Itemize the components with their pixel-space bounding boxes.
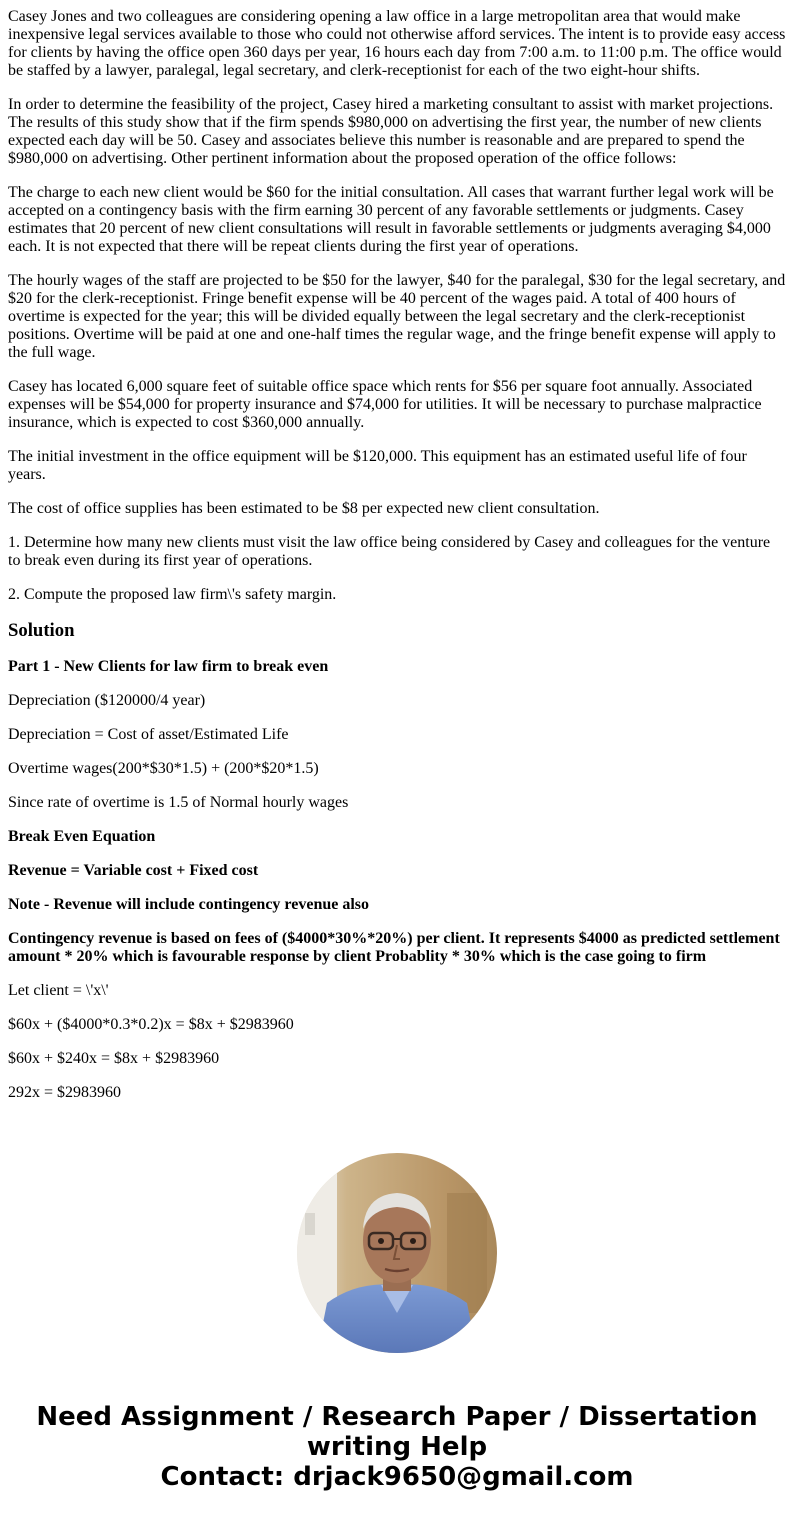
depreciation-formula: Depreciation = Cost of asset/Estimated Life: [8, 726, 289, 743]
contingency-explanation: Contingency revenue is based on fees of ($4000*30%*20%) per client. It represents $4000 as predicted settlement amount * 20% which is favourable response by client Probablity * 30% which is the case going to firm: [8, 930, 780, 965]
problem-paragraph-5: Casey has located 6,000 square feet of suitable office space which rents for $56 per square foot annually. Associated expenses will be $54,000 for property insurance and $74,000 for utilities. It will be necessary to purchase malpractice insurance, which is expected to cost $360,000 annually.: [8, 378, 762, 431]
problem-paragraph-6: The initial investment in the office equipment will be $120,000. This equipment has an estimated useful life of four years.: [8, 448, 747, 483]
revenue-note: Note - Revenue will include contingency revenue also: [8, 896, 370, 913]
banner-line-2: writing Help: [306, 1432, 488, 1462]
let-client-line: Let client = \'x\': [8, 982, 109, 999]
break-even-equation: Revenue = Variable cost + Fixed cost: [8, 862, 259, 879]
overtime-note: Since rate of overtime is 1.5 of Normal hourly wages: [8, 794, 349, 811]
portrait-image: [297, 1153, 497, 1353]
question-2: 2. Compute the proposed law firm\'s safety margin.: [8, 586, 337, 603]
banner-line-1: Need Assignment / Research Paper / Dissertation: [36, 1402, 758, 1432]
equation-2: $60x + $240x = $8x + $2983960: [8, 1050, 220, 1067]
solution-heading: Solution: [8, 620, 75, 641]
problem-paragraph-7: The cost of office supplies has been estimated to be $8 per expected new client consultation.: [8, 500, 600, 517]
contact-banner: [0, 1402, 794, 1492]
overtime-line: Overtime wages(200*$30*1.5) + (200*$20*1.5): [8, 760, 319, 777]
problem-paragraph-4: The hourly wages of the staff are projected to be $50 for the lawyer, $40 for the paralegal, $30 for the legal secretary, and $20 for the clerk-receptionist. Fringe benefit expense will be 40 percent of the wages paid. A total of 400 hours of overtime is expected for the year; this will be divided equally between the legal secretary and the clerk-receptionist positions. Overtime will be paid at one and one-half times the regular wage, and the fringe benefit expense will apply to the full wage.: [8, 272, 786, 361]
problem-paragraph-1: Casey Jones and two colleagues are considering opening a law office in a large metropolitan area that would make inexpensive legal services available to those who could not otherwise afford services. The intent is to provide easy access for clients by having the office open 360 days per year, 16 hours each day from 7:00 a.m. to 11:00 p.m. The office would be staffed by a lawyer, paralegal, legal secretary, and clerk-receptionist for each of the two eight-hour shifts.: [8, 8, 786, 79]
problem-paragraph-2: In order to determine the feasibility of the project, Casey hired a marketing consultant to assist with market projections. The results of this study show that if the firm spends $980,000 on advertising the first year, the number of new clients expected each day will be 50. Casey and associates believe this number is reasonable and are prepared to spend the $980,000 on advertising. Other pertinent information about the proposed operation of the office follows:: [8, 96, 774, 167]
equation-3: 292x = $2983960: [8, 1084, 122, 1101]
break-even-title: Break Even Equation: [8, 828, 156, 845]
document-body: [8, 8, 786, 1118]
problem-paragraph-3: The charge to each new client would be $60 for the initial consultation. All cases that warrant further legal work will be accepted on a contingency basis with the firm earning 30 percent of any favorable settlements or judgments. Casey estimates that 20 percent of new client consultations will result in favorable settlements or judgments averaging $4,000 each. It is not expected that there will be repeat clients during the first year of operations.: [8, 184, 774, 255]
equation-1: $60x + ($4000*0.3*0.2)x = $8x + $2983960: [8, 1016, 294, 1033]
banner-contact: Contact: drjack9650@gmail.com: [160, 1462, 634, 1492]
depreciation-line: Depreciation ($120000/4 year): [8, 692, 206, 709]
part1-title: Part 1 - New Clients for law firm to break even: [8, 658, 329, 675]
author-photo: [297, 1153, 497, 1353]
question-1: 1. Determine how many new clients must visit the law office being considered by Casey and colleagues for the venture to break even during its first year of operations.: [8, 534, 771, 569]
